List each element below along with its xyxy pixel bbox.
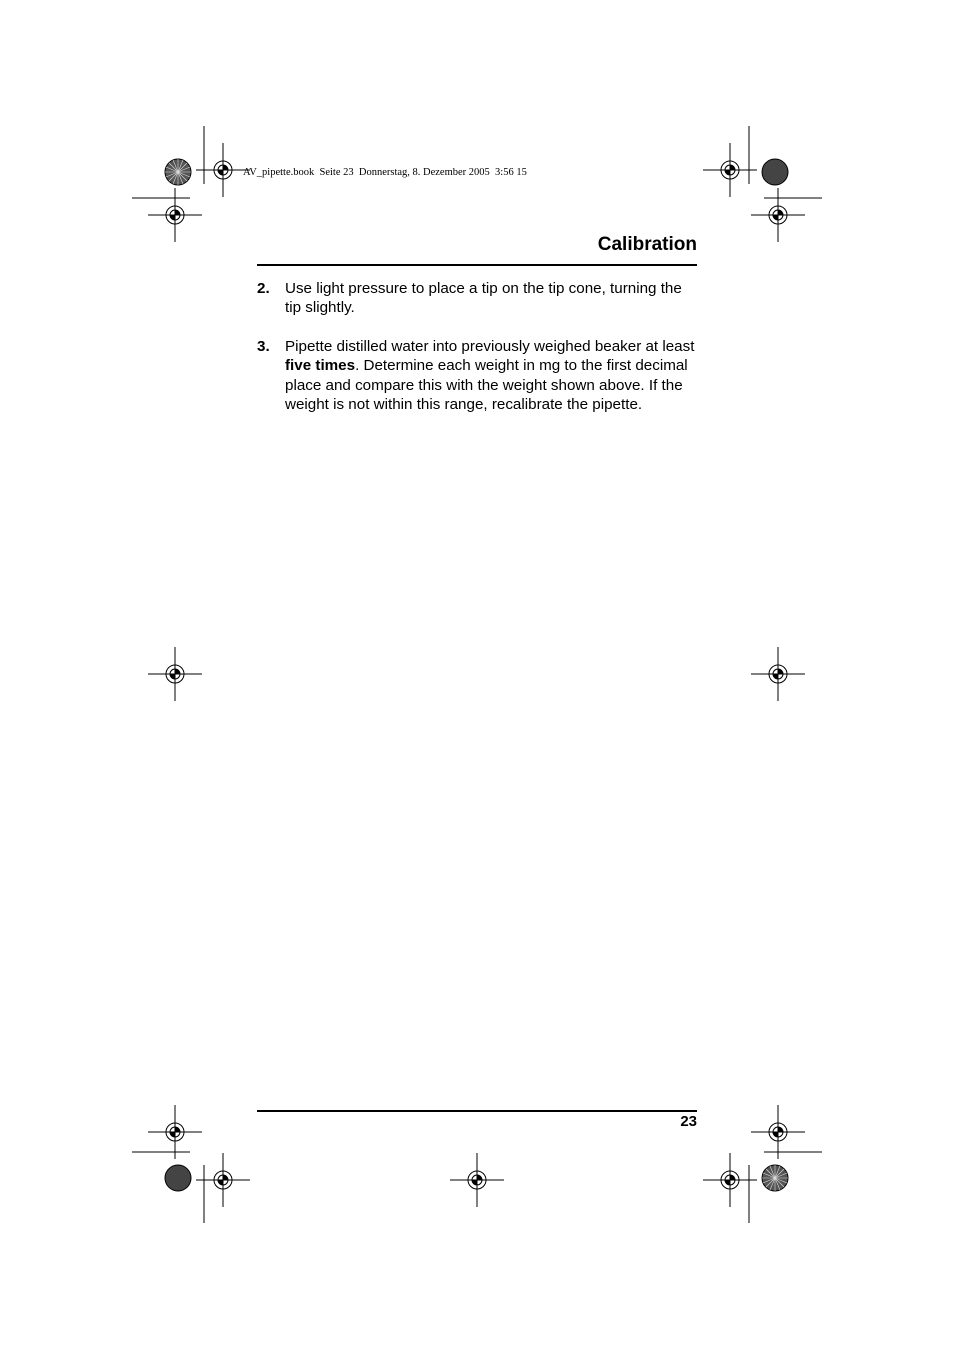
step-item bbox=[257, 279, 697, 318]
registration-star-icon bbox=[762, 1165, 788, 1191]
step-number: 3. bbox=[257, 338, 270, 355]
footer-rule bbox=[257, 1110, 697, 1112]
registration-mark-icon bbox=[148, 1105, 202, 1159]
registration-mark-icon bbox=[148, 647, 202, 701]
header-rule bbox=[257, 264, 697, 266]
registration-mark-icon bbox=[148, 188, 202, 242]
registration-mark-icon bbox=[450, 1153, 504, 1207]
step-emphasis: five times bbox=[285, 357, 356, 375]
page-number: 23 bbox=[680, 1113, 697, 1130]
step-item bbox=[257, 337, 697, 414]
step-text bbox=[285, 337, 697, 414]
registration-mark-icon bbox=[751, 647, 805, 701]
registration-star-icon bbox=[165, 159, 191, 185]
registration-dot-icon bbox=[165, 1165, 191, 1191]
registration-mark-icon bbox=[751, 188, 805, 242]
step-text: Use light pressure to place a tip on the tip cone, turning the tip slightly. bbox=[285, 280, 682, 317]
step-text-start: Pipette distilled water into previously weighed beaker at least bbox=[285, 338, 695, 355]
section-title: Calibration bbox=[597, 234, 697, 255]
step-text-end: . Determine each weight in mg to the first decimal place and compare this with the weight shown above. If the weight is not within this range, recalibrate the pipette. bbox=[285, 357, 688, 413]
step-number: 2. bbox=[257, 280, 270, 297]
registration-dot-icon bbox=[762, 159, 788, 185]
print-slug-line: AV_pipette.book Seite 23 Donnerstag, 8. Dezember 2005 3:56 15 bbox=[243, 167, 527, 178]
registration-mark-icon bbox=[751, 1105, 805, 1159]
